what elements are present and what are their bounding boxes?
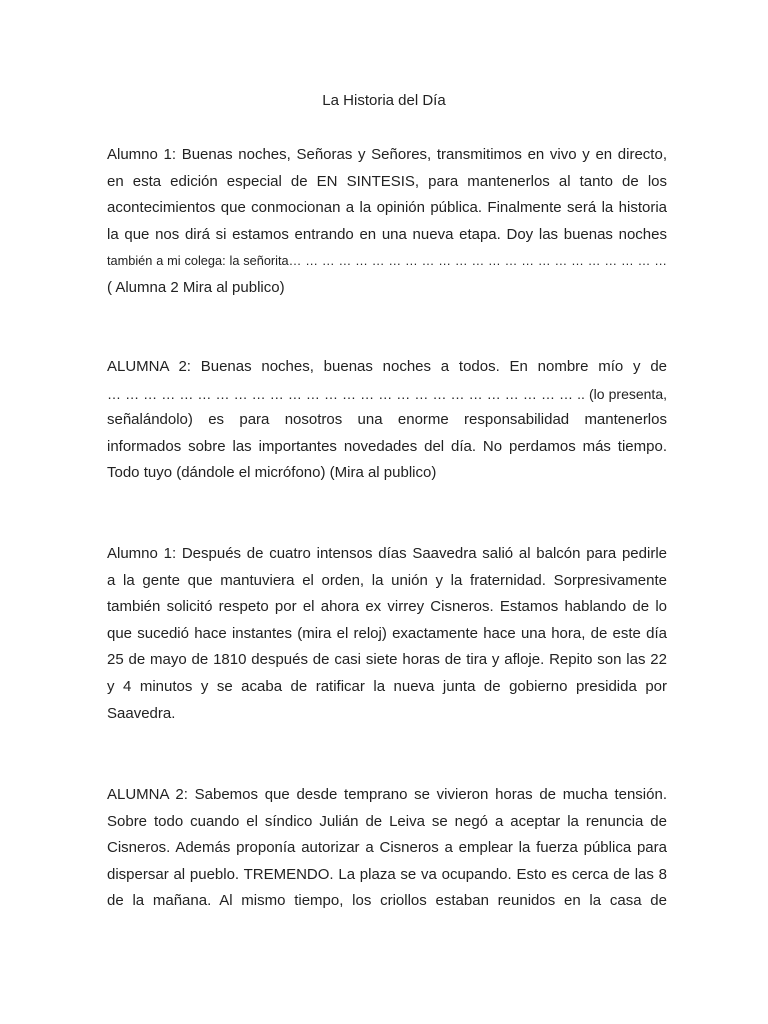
paragraph-alumno-1-intro — [107, 142, 667, 302]
text-line: … … … … … … … … … … … … … … … … … … … … … … … … … … .. (lo presenta, — [107, 385, 667, 402]
text-line: la que nos dirá si estamos entrando en una nueva etapa. Doy las buenas noches — [107, 225, 667, 243]
text-line: y 4 minutos y se acaba de ratificar la nueva junta de gobierno presidida por — [107, 677, 667, 695]
text-line: de la mañana. Al mismo tiempo, los criollos estaban reunidos en la casa de — [107, 892, 667, 910]
text-line: a la gente que mantuviera el orden, la unión y la fraternidad. Sorpresivamente — [107, 571, 667, 589]
text-line: que sucedió hace instantes (mira el reloj) exactamente hace una hora, de este día — [107, 624, 667, 642]
paragraph-alumna-2-intro — [107, 354, 667, 487]
text-line: también a mi colega: la señorita… … … … … … … … … … … … … … … … … … … … … … … — [107, 253, 667, 269]
text-line: Alumno 1: Después de cuatro intensos días Saavedra salió al balcón para pedirle — [107, 545, 667, 562]
paragraph-alumno-1-report — [107, 541, 667, 727]
text-line: Saavedra. — [107, 704, 176, 722]
text-line: ( Alumna 2 Mira al publico) — [107, 278, 285, 296]
page-title: La Historia del Día — [322, 92, 446, 109]
text-line: dispersar al pueblo. TREMENDO. La plaza se va ocupando. Esto es cerca de las 8 — [107, 865, 667, 883]
text-line: 25 de mayo de 1810 después de casi siete horas de tira y afloje. Repito son las 22 — [107, 651, 667, 669]
text-line: informados sobre las importantes novedades del día. No perdamos más tiempo. — [107, 437, 667, 455]
text-line: acontecimientos que conmocionan a la opinión pública. Finalmente será la historia — [107, 199, 667, 217]
text-line: Alumno 1: Buenas noches, Señoras y Señores, transmitimos en vivo y en directo, — [107, 146, 667, 163]
text-line: ALUMNA 2: Buenas noches, buenas noches a todos. En nombre mío y de — [107, 358, 667, 375]
paragraph-alumna-2-report — [107, 782, 667, 915]
text-line: en esta edición especial de EN SINTESIS, para mantenerlos al tanto de los — [107, 172, 667, 190]
text-line: ALUMNA 2: Sabemos que desde temprano se vivieron horas de mucha tensión. — [107, 786, 667, 803]
text-line: también solicitó respeto por el ahora ex virrey Cisneros. Estamos hablando de lo — [107, 598, 667, 616]
text-line: Cisneros. Además proponía autorizar a Cisneros a emplear la fuerza pública para — [107, 839, 667, 857]
text-line: señalándolo) es para nosotros una enorme responsabilidad mantenerlos — [107, 411, 667, 429]
text-line: Sobre todo cuando el síndico Julián de Leiva se negó a aceptar la renuncia de — [107, 812, 667, 830]
text-line: Todo tuyo (dándole el micrófono) (Mira al publico) — [107, 464, 437, 482]
